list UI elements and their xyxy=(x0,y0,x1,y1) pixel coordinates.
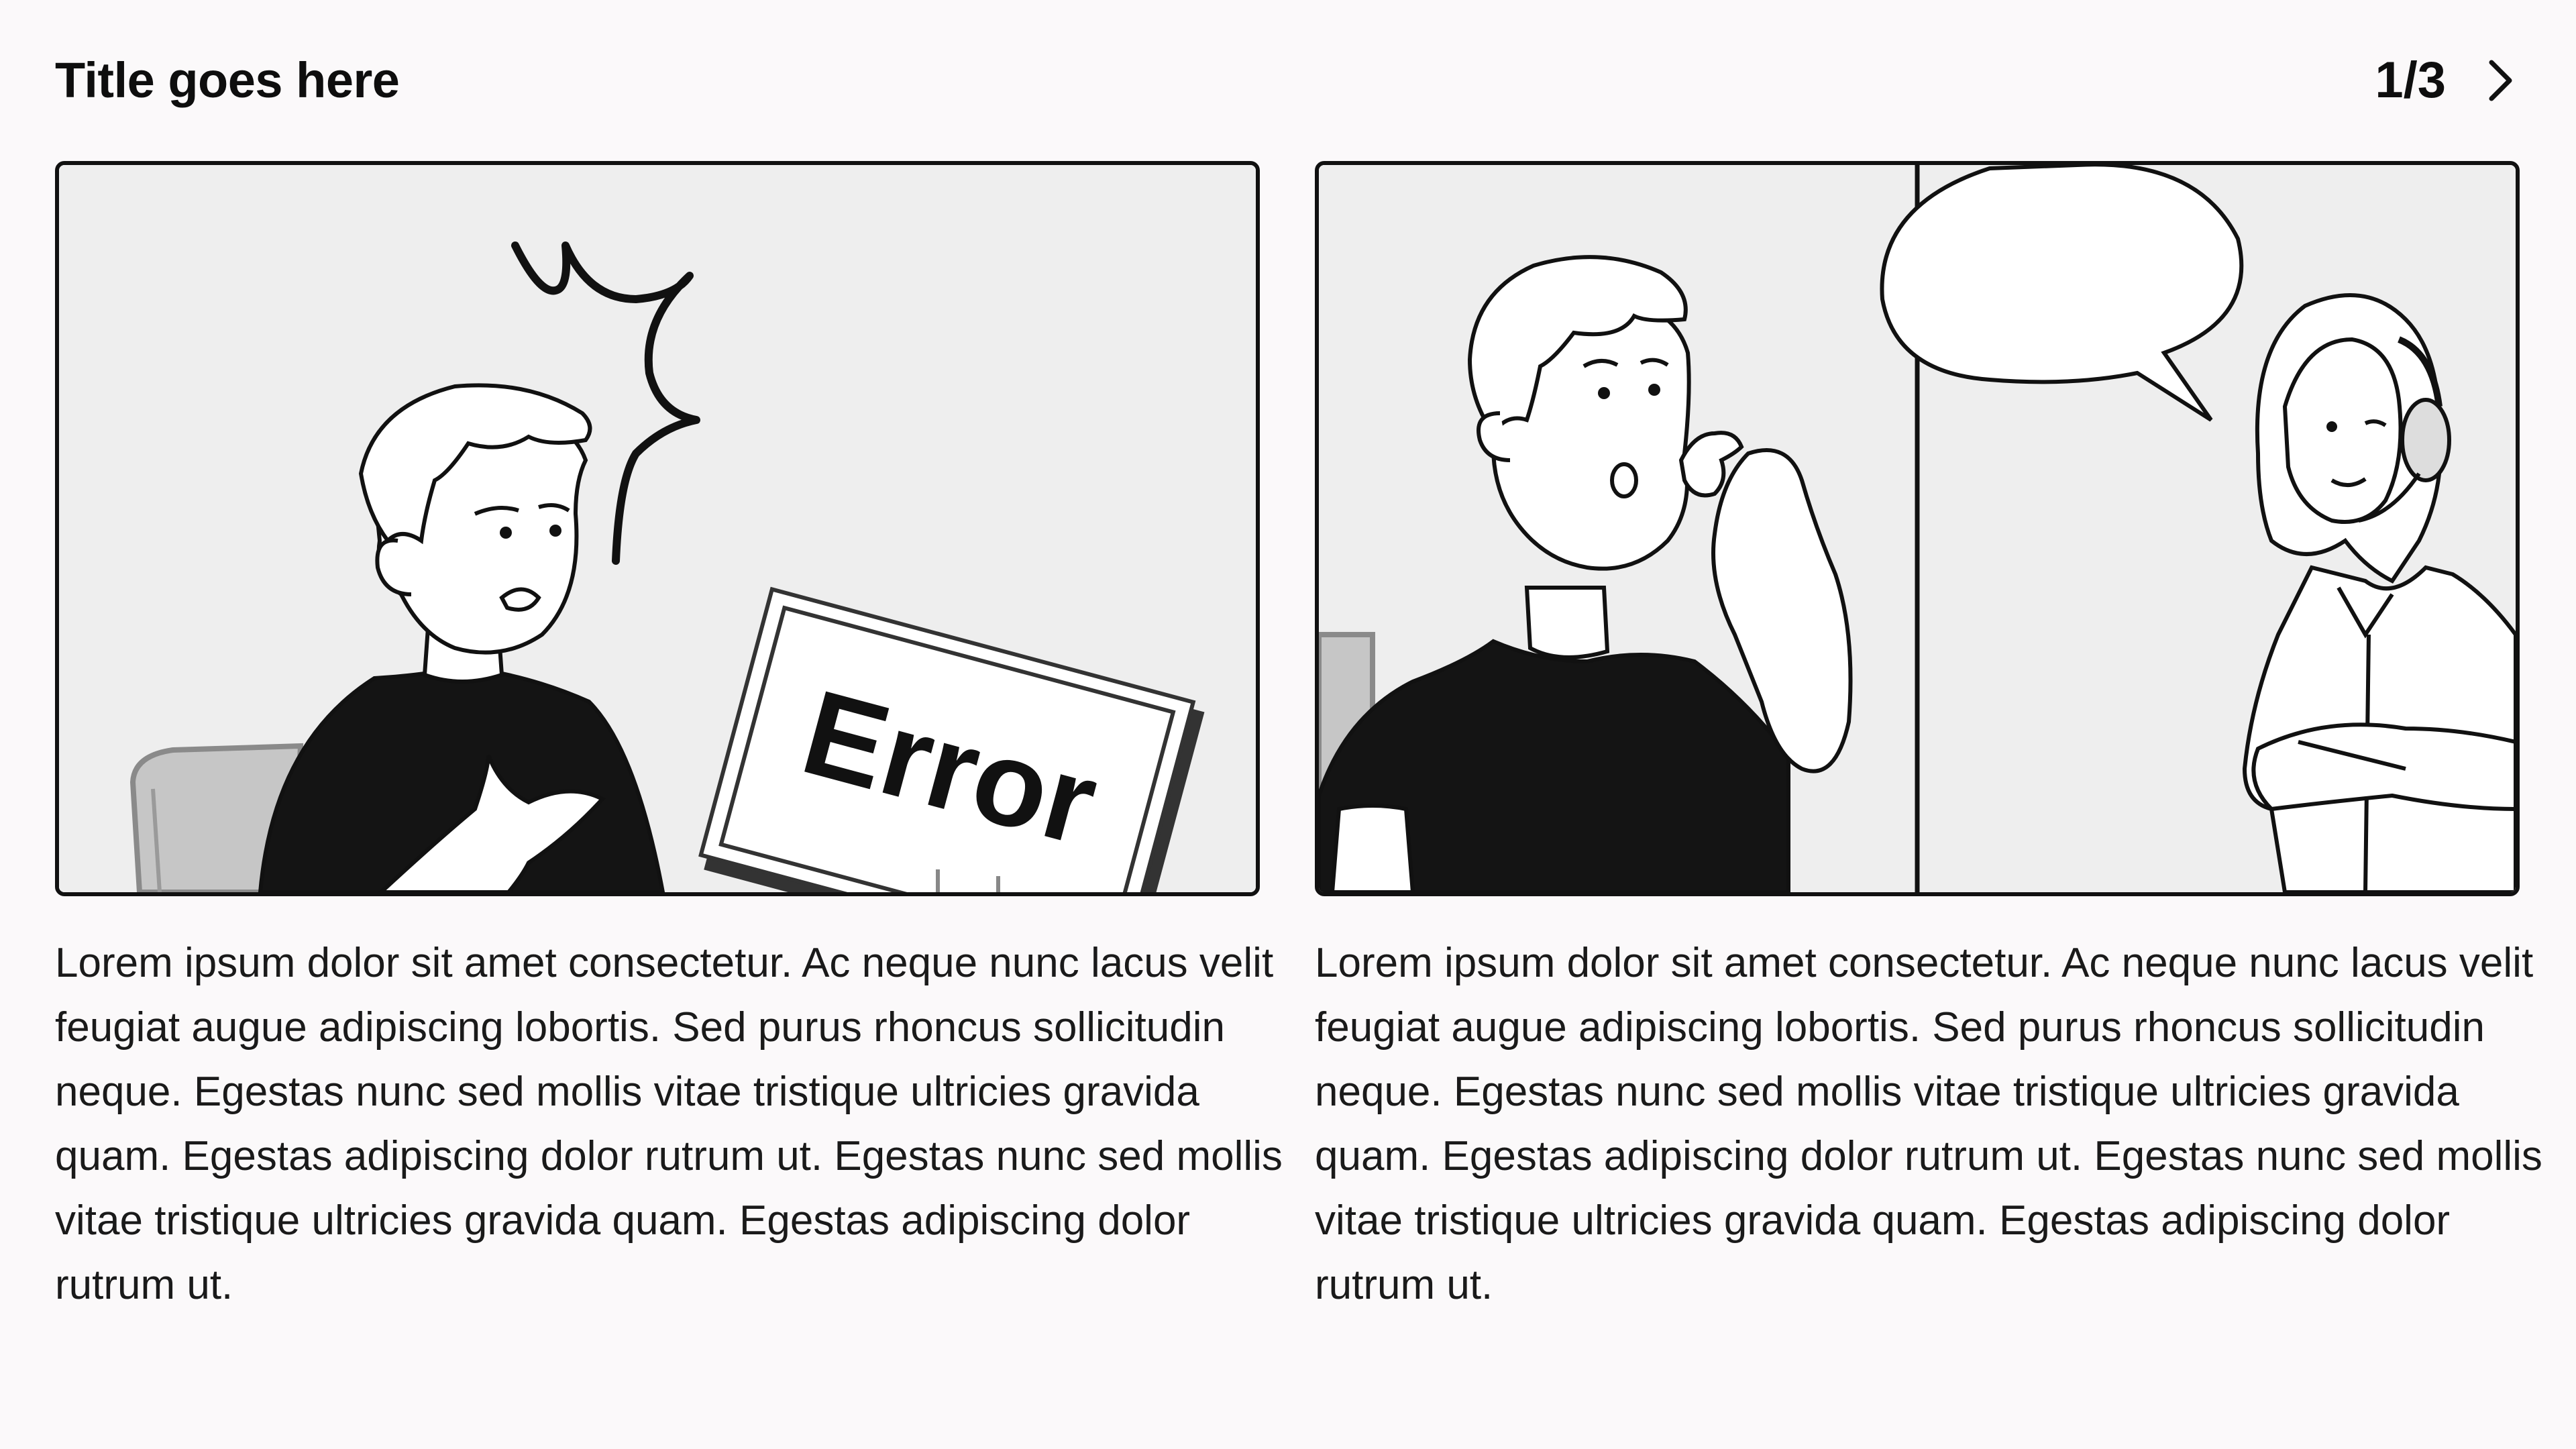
error-text: Error xyxy=(790,664,1110,871)
header xyxy=(55,47,2521,114)
panel-2-illustration xyxy=(1319,165,2516,892)
next-page-button[interactable] xyxy=(2481,54,2521,107)
panel-2-caption: Lorem ipsum dolor sit amet consectetur. Ac neque nunc lacus velit feugiat augue adipiscing lobortis. Sed purus rhoncus sollicitudin neque. Egestas nunc sed mollis vitae tristique ultricies gravida quam. Egestas adipiscing dolor rutrum ut. Egestas nunc sed mollis vitae tristique ultricies gravida quam. Egestas adipiscing dolor rutrum ut. xyxy=(1315,940,2542,1308)
panel-1-caption: Lorem ipsum dolor sit amet consectetur. Ac neque nunc lacus velit feugiat augue adipiscing lobortis. Sed purus rhoncus sollicitudin neque. Egestas nunc sed mollis vitae tristique ultricies gravida quam. Egestas adipiscing dolor rutrum ut. Egestas nunc sed mollis vitae tristique ultricies gravida quam. Egestas adipiscing dolor rutrum ut. xyxy=(55,940,1283,1308)
storyboard-panel-2 xyxy=(1315,161,2520,896)
panel-1-illustration xyxy=(59,165,1256,892)
page-title: Title goes here xyxy=(55,52,400,108)
chevron-right-icon xyxy=(2487,58,2514,103)
page-indicator: 1/3 xyxy=(2375,52,2446,109)
pager xyxy=(2375,47,2521,114)
storyboard-panel-1 xyxy=(55,161,1260,896)
agent-face xyxy=(2285,339,2401,522)
